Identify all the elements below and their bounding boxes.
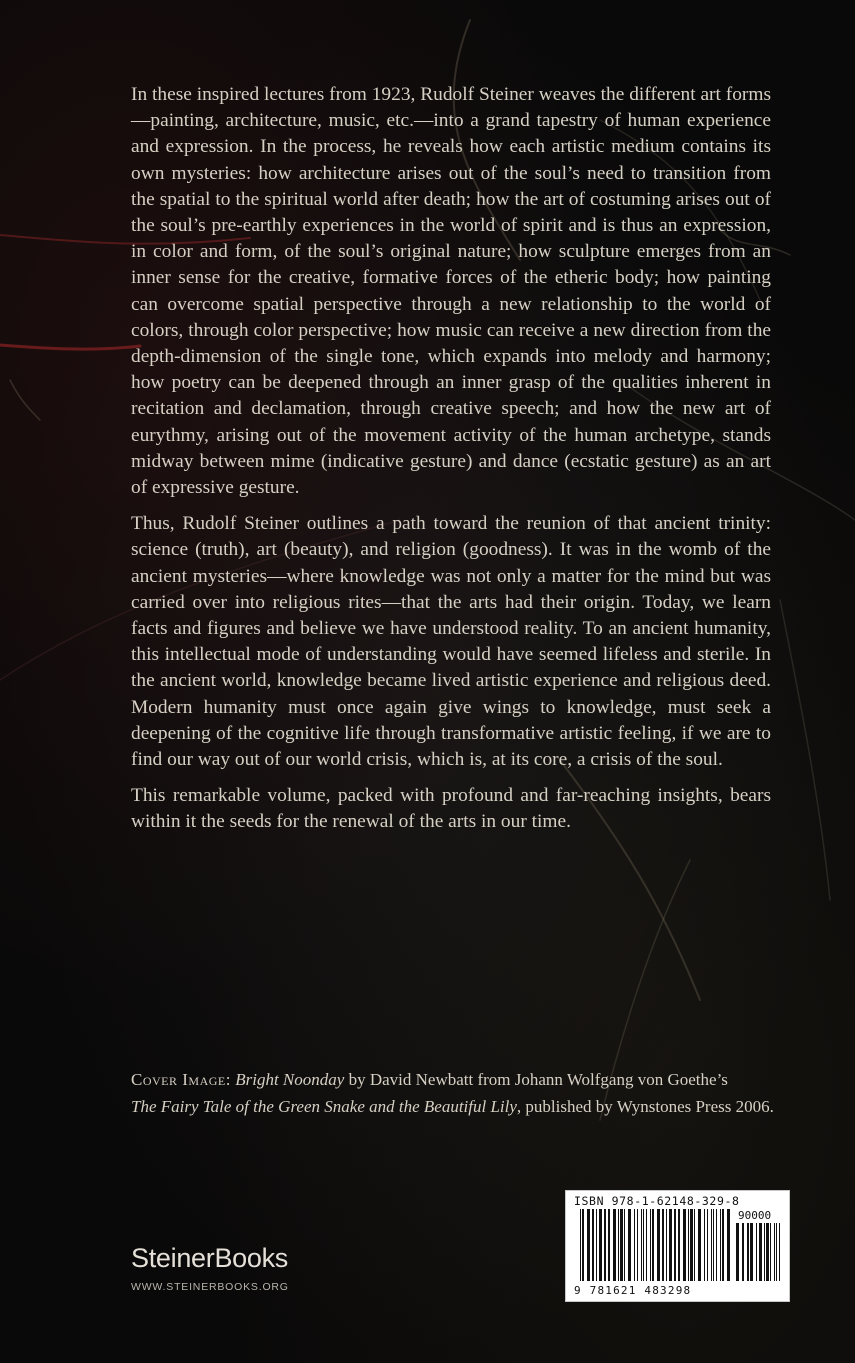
barcode-bar <box>596 1209 597 1281</box>
barcode-bar <box>770 1223 771 1281</box>
barcode-bar <box>722 1209 724 1281</box>
barcode-bar <box>618 1209 619 1281</box>
credit-label: Cover Image: <box>131 1070 231 1089</box>
barcode-bar <box>634 1209 635 1281</box>
barcode-bar <box>678 1209 680 1281</box>
barcode-bar <box>604 1209 606 1281</box>
barcode-bar <box>747 1223 749 1281</box>
blurb-paragraph-2: Thus, Rudolf Steiner outlines a path toward the reunion of that ancient trinity: science (truth), art (beauty), and religion (goodness). It was in the womb of the ancient mysteries—where knowledge was not only a matter for the mind but was carried over into religious rites—that the arts had their origin. Today, we learn facts and figures and believe we have understood reality. To an ancient humanity, this intellectual mode of understanding would have seemed lifeless and sterile. In the ancient world, knowledge became lived artistic experience and religious deed. Modern humanity must once again give wings to knowledge, must seek a deepening of the cognitive life through transformative artistic feeling, if we are to find our way out of our world crisis, which is, at its core, a crisis of the soul. <box>131 513 771 771</box>
barcode-bar <box>643 1209 644 1281</box>
blurb-paragraph-1: In these inspired lectures from 1923, Rudolf Steiner weaves the different art forms—painting, architecture, music, etc.—into a grand tapestry of human experience and expression. In the process, he reveals how each artistic medium contains its own mysteries: how architecture arises out of the soul’s need to transition from the spatial to the spiritual world after death; how the art of costuming arises out of the soul’s pre-earthly experiences in the world of spirit and is thus an expression, in color and form, of the soul’s original nature; how sculpture emerges from an inner sense for the creative, formative forces of the etheric body; how painting can overcome spatial perspective through a new relationship to the world of colors, through color perspective; how music can receive a new direction from the depth-dimension of the single tone, which expands into melody and harmony; how poetry can be deepened through an inner grasp of the qualities inherent in recitation and declamation, through creative speech; and how the new art of eurythmy, arising out of the movement activity of the human archetype, stands midway between mime (indicative gesture) and dance (ecstatic gesture) as an art of expressive gesture. <box>131 84 771 499</box>
barcode-bar <box>704 1209 705 1281</box>
publisher-logo: SteinerBooks <box>131 1243 288 1273</box>
blurb-paragraph-3: This remarkable volume, packed with profound and far-reaching insights, bears within it the seeds for the renewal of the arts in our time. <box>131 785 771 833</box>
barcode-bar <box>766 1223 769 1281</box>
barcode-bar <box>628 1209 631 1281</box>
barcode-digits: 9 781621 483298 <box>574 1284 692 1297</box>
barcode-bar <box>646 1209 647 1281</box>
barcode-bar <box>764 1223 765 1281</box>
barcode-bar <box>690 1209 693 1281</box>
barcode-bar <box>736 1223 739 1281</box>
barcode-bar <box>582 1209 584 1281</box>
barcode-bar <box>720 1209 721 1281</box>
barcode-bar <box>613 1209 616 1281</box>
barcode-bar <box>666 1209 667 1281</box>
barcode-bar <box>592 1209 594 1281</box>
barcode-bar <box>580 1209 581 1281</box>
barcode-bar <box>650 1209 651 1281</box>
credit-published: , published by Wynstones Press 2006. <box>516 1097 774 1116</box>
barcode-bar <box>713 1209 714 1281</box>
barcode-bar <box>599 1209 602 1281</box>
painting-title: Bright Noonday <box>235 1070 345 1089</box>
barcode-bar <box>779 1223 780 1281</box>
barcode-bar <box>674 1209 676 1281</box>
barcode-bar <box>608 1209 610 1281</box>
barcode-bar <box>652 1209 654 1281</box>
cover-image-credit <box>131 1066 791 1120</box>
book-title: The Fairy Tale of the Green Snake and the Beautiful Lily <box>131 1097 517 1116</box>
barcode-bar <box>774 1223 775 1281</box>
blurb-text <box>131 82 771 846</box>
barcode-bar <box>688 1209 689 1281</box>
barcode-bar <box>637 1209 638 1281</box>
barcode-bar <box>742 1223 744 1281</box>
publisher-block <box>131 1243 289 1293</box>
barcode-bar <box>776 1223 777 1281</box>
barcode-bar <box>698 1209 701 1281</box>
barcode-bar <box>694 1209 695 1281</box>
barcode-bar <box>657 1209 660 1281</box>
credit-by: by David Newbatt from Johann Wolfgang von Goethe’s <box>344 1070 728 1089</box>
barcode-bar <box>750 1223 753 1281</box>
price-code: 90000 <box>738 1209 772 1222</box>
barcode-bar <box>727 1209 730 1281</box>
barcode-bar <box>624 1209 625 1281</box>
isbn-label: ISBN 978-1-62148-329-8 <box>574 1194 740 1208</box>
barcode-bar <box>683 1209 686 1281</box>
barcode-bar <box>759 1223 762 1281</box>
barcode-bar <box>669 1209 672 1281</box>
publisher-url: WWW.STEINERBOOKS.ORG <box>131 1281 289 1293</box>
barcode-bar <box>707 1209 708 1281</box>
barcode-bar <box>587 1209 590 1281</box>
barcode-bar <box>641 1209 642 1281</box>
barcode-bar <box>756 1223 757 1281</box>
barcode-bar <box>662 1209 664 1281</box>
barcode-bar <box>620 1209 623 1281</box>
barcode-bar <box>711 1209 712 1281</box>
barcode-bar <box>716 1209 717 1281</box>
isbn-barcode <box>565 1190 790 1302</box>
